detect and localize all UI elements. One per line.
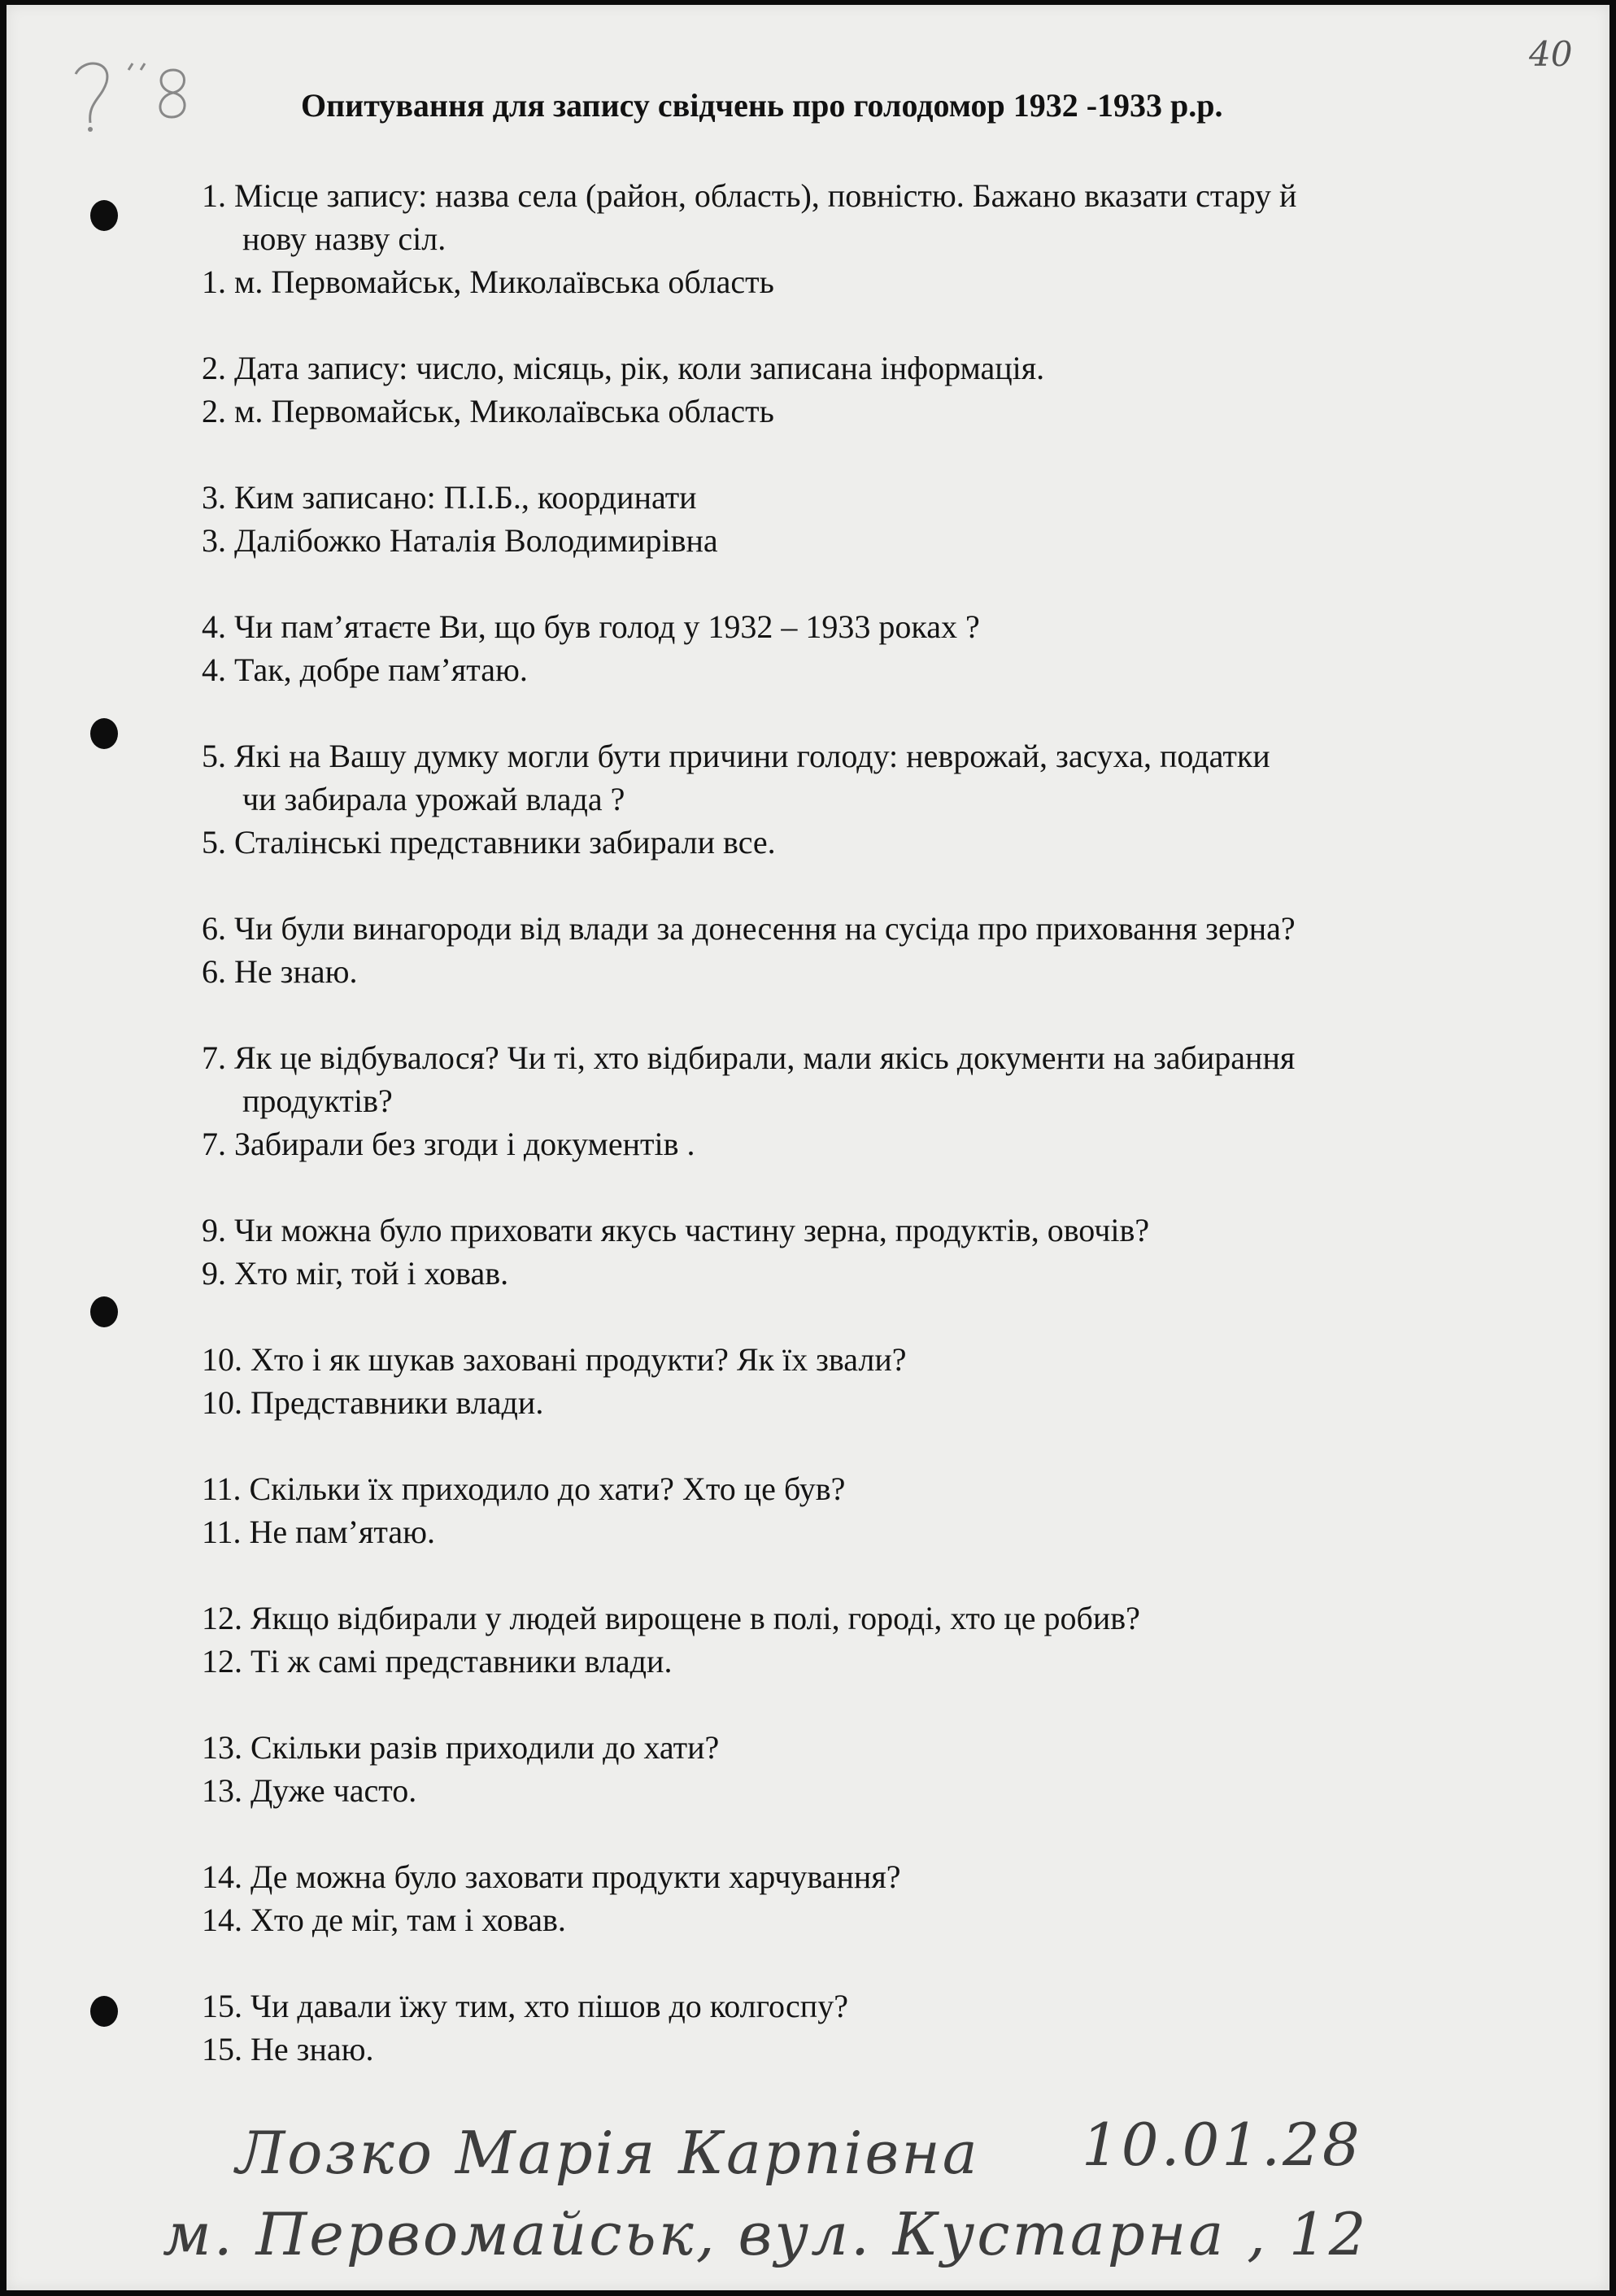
question-text: нову назву сіл.	[242, 220, 446, 257]
qa-item	[202, 476, 1487, 562]
qa-item	[202, 734, 1487, 864]
qa-item	[202, 1036, 1487, 1165]
answer-text: 2. м. Первомайськ, Миколаївська область	[202, 393, 774, 429]
punch-hole	[90, 1296, 118, 1327]
answer-text: 5. Сталінські представники забирали все.	[202, 824, 776, 860]
answer-text: 10. Представники влади.	[202, 1384, 544, 1421]
question-text: 6. Чи були винагороди від влади за донесення на сусіда про приховання зерна?	[202, 910, 1296, 947]
question-text: 1. Місце запису: назва села (район, область), повністю. Бажано вказати стару й	[202, 177, 1297, 214]
qa-item	[202, 605, 1487, 691]
question-text: 10. Хто і як шукав заховані продукти? Як їх звали?	[202, 1341, 907, 1378]
answer-text: 13. Дуже часто.	[202, 1772, 417, 1809]
qa-item	[202, 1855, 1487, 1941]
question-text: 11. Скільки їх приходило до хати? Хто це був?	[202, 1470, 846, 1507]
question-text: 9. Чи можна було приховати якусь частину зерна, продуктів, овочів?	[202, 1212, 1150, 1248]
question-text: 3. Ким записано: П.І.Б., координати	[202, 479, 697, 516]
question-text: 5. Які на Вашу думку могли бути причини голоду: неврожай, засуха, податки	[202, 738, 1270, 774]
qa-item	[202, 907, 1487, 993]
question-text: чи забирала урожай влада ?	[242, 781, 625, 817]
punch-hole	[90, 718, 118, 749]
qa-item	[202, 1597, 1487, 1683]
answer-text: 3. Далібожко Наталія Володимирівна	[202, 522, 718, 559]
qa-item	[202, 1726, 1487, 1812]
question-text: 4. Чи пам’ятаєте Ви, що був голод у 1932 – 1933 роках ?	[202, 608, 980, 645]
question-text: 14. Де можна було заховати продукти харчування?	[202, 1858, 901, 1895]
handwritten-name: Лозко Марія Карпівна	[236, 2119, 980, 2187]
qa-item	[202, 1984, 1487, 2071]
handwritten-signature-block	[163, 2086, 1440, 2268]
qa-item	[202, 1467, 1487, 1553]
question-text: 7. Як це відбувалося? Чи ті, хто відбирали, мали якісь документи на забирання	[202, 1039, 1296, 1076]
answer-text: 12. Ті ж самі представники влади.	[202, 1643, 673, 1680]
punch-hole	[90, 1996, 118, 2027]
answer-text: 6. Не знаю.	[202, 953, 358, 990]
answer-text: 4. Так, добре пам’ятаю.	[202, 651, 528, 688]
answer-text: 9. Хто міг, той і ховав.	[202, 1255, 509, 1292]
page-number: 40	[1529, 34, 1573, 74]
question-text: 15. Чи давали їжу тим, хто пішов до колгоспу?	[202, 1988, 848, 2024]
qa-item	[202, 1338, 1487, 1424]
answer-text: 11. Не пам’ятаю.	[202, 1514, 435, 1550]
handwritten-address: м. Первомайськ, вул. Кустарна , 12	[163, 2200, 1369, 2268]
qa-item	[202, 174, 1487, 303]
handwritten-date: 10.01.28	[1082, 2111, 1362, 2179]
qa-item	[202, 346, 1487, 433]
answer-text: 7. Забирали без згоди і документів .	[202, 1126, 695, 1162]
punch-hole	[90, 200, 118, 231]
answer-text: 14. Хто де міг, там і ховав.	[202, 1902, 566, 1938]
page-title: Опитування для запису свідчень про голодомор 1932 -1933 р.р.	[301, 87, 1223, 124]
answer-text: 15. Не знаю.	[202, 2031, 374, 2067]
question-text: 2. Дата запису: число, місяць, рік, коли записана інформація.	[202, 350, 1045, 386]
question-text: 12. Якщо відбирали у людей вирощене в полі, городі, хто це робив?	[202, 1600, 1140, 1636]
question-text: 13. Скільки разів приходили до хати?	[202, 1729, 720, 1766]
questionnaire-list	[202, 174, 1487, 2114]
margin-pencil-mark	[51, 46, 206, 135]
answer-text: 1. м. Первомайськ, Миколаївська область	[202, 264, 774, 300]
qa-item	[202, 1209, 1487, 1295]
question-text: продуктів?	[242, 1083, 393, 1119]
